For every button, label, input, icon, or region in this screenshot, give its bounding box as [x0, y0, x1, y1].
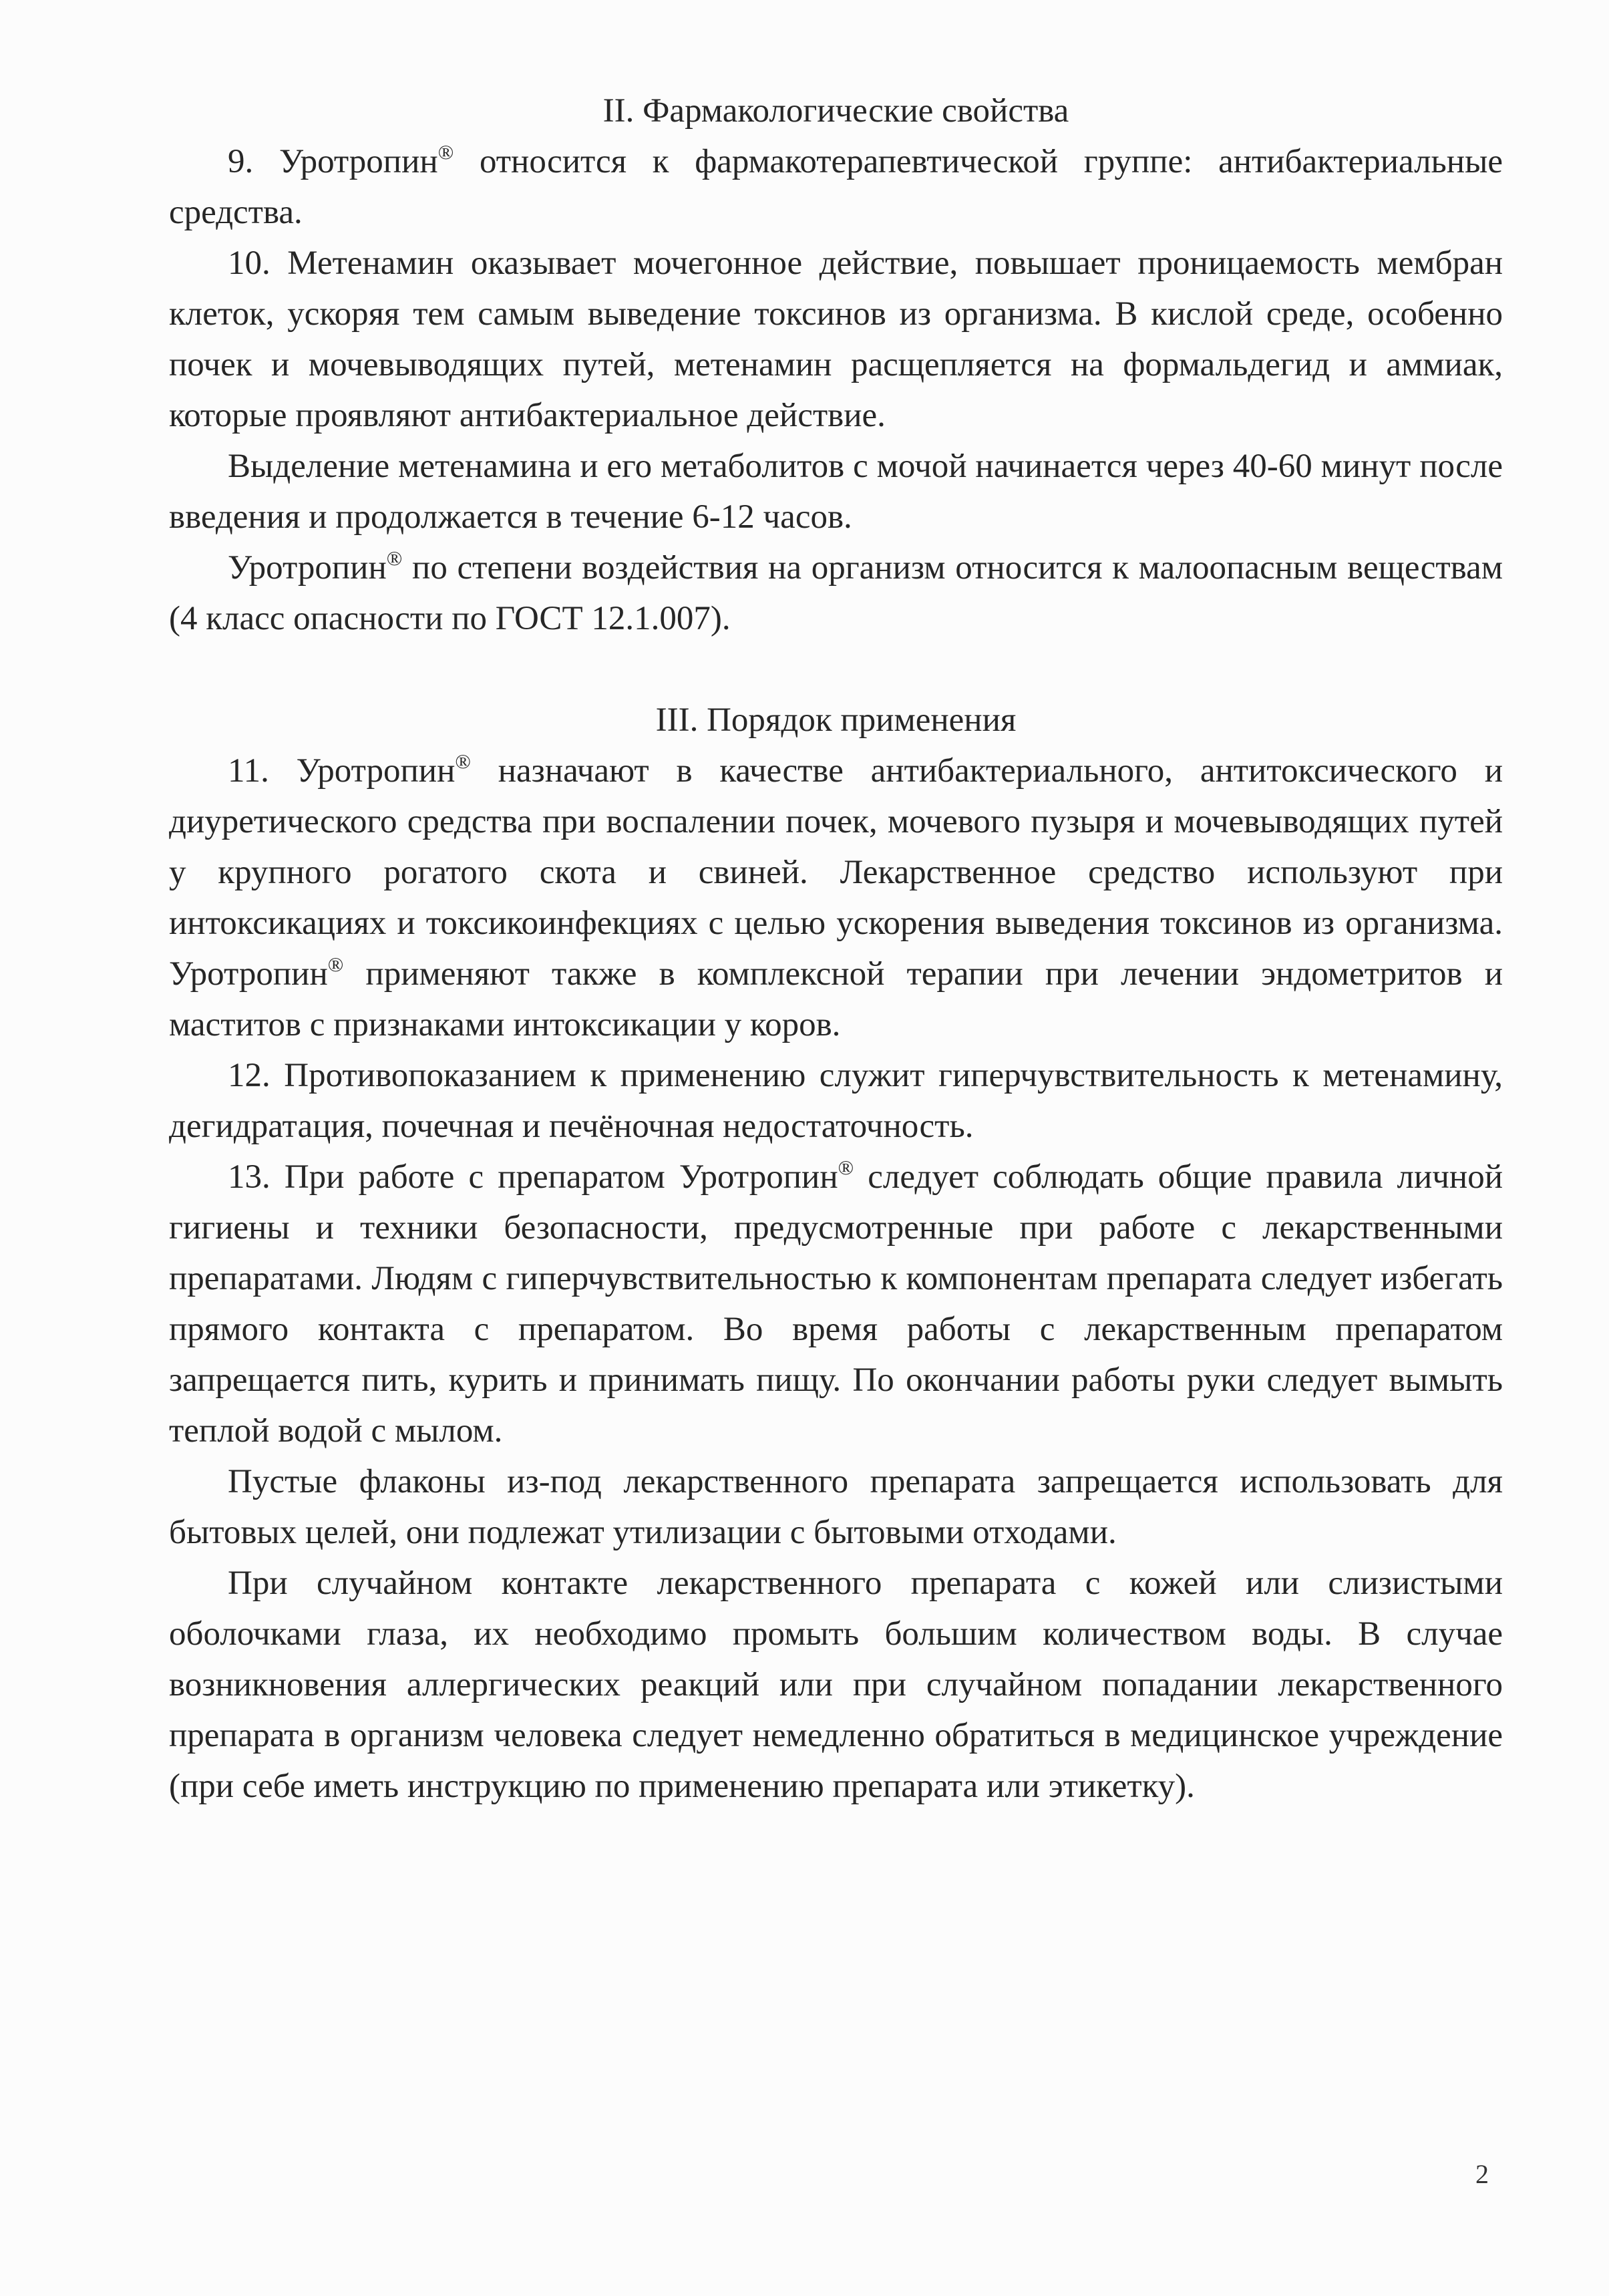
paragraph-empty-vials: Пустые флаконы из-под лекарственного препарата запрещается использовать для бытовых целей, они подлежат утилизации с бытовыми отходами. [169, 1463, 1503, 1551]
paragraph-hazard-text-a: Уротропин [228, 549, 387, 587]
paragraph-13 [169, 1152, 1503, 1456]
paragraph-accidental-contact: При случайном контакте лекарственного препарата с кожей или слизистыми оболочками глаза, их необходимо промыть большим количеством воды. В случае возникновения аллергических реакций или при случайном попадании лекарственного препарата в организм человека следует немедленно обратиться в медицинское учреждение (при себе иметь инструкцию по применению препарата или этикетку). [169, 1565, 1503, 1805]
paragraph-12: 12. Противопоказанием к применению служит гиперчувствительность к метенамину, дегидратация, почечная и печёночная недостаточность. [169, 1057, 1503, 1145]
section-2-heading: II. Фармакологические свойства [602, 92, 1069, 130]
paragraph-13-text-b: следует соблюдать общие правила личной гигиены и техники безопасности, предусмотренные при работе с лекарственными препаратами. Людям с гиперчувствительностью к компонентам препарата следует избегать прямого контакта с препаратом. Во время работы с лекарственным препаратом запрещается пить, курить и принимать пищу. По окончании работы руки следует вымыть теплой водой с мылом. [169, 1158, 1503, 1450]
registered-mark: ® [327, 953, 344, 976]
registered-mark: ® [386, 546, 403, 570]
paragraph-10-hazard-class [169, 542, 1503, 644]
paragraph-11-text-b: назначают в качестве антибактериального, антитоксического и диуретического средства при воспалении почек, мочевого пузыря и мочевыводящих путей у крупного рогатого скота и свиней. Лекарственное средство используют при интоксикациях и токсикоинфекциях с целью ускорения выведения токсинов из организма. Уротропин [169, 752, 1503, 993]
registered-mark: ® [437, 140, 454, 164]
paragraph-9-text-a: 9. Уротропин [228, 143, 438, 180]
section-3-heading: III. Порядок применения [655, 701, 1017, 739]
page-number: 2 [1475, 2159, 1489, 2189]
paragraph-11 [169, 746, 1503, 1050]
registered-mark: ® [455, 750, 471, 773]
paragraph-9-text-b: относится к фармакотерапевтической группе: антибактериальные средства. [169, 143, 1503, 231]
paragraph-9 [169, 136, 1503, 238]
paragraph-10: 10. Метенамин оказывает мочегонное действие, повышает проницаемость мембран клеток, ускоряя тем самым выведение токсинов из организма. В кислой среде, особенно почек и мочевыводящих путей, метенамин расщепляется на формальдегид и аммиак, которые проявляют антибактериальное действие. [169, 244, 1503, 434]
paragraph-11-text-a: 11. Уротропин [228, 752, 456, 790]
paragraph-10-excretion: Выделение метенамина и его метаболитов с мочой начинается через 40-60 минут после введения и продолжается в течение 6-12 часов. [169, 448, 1503, 536]
registered-mark: ® [838, 1156, 854, 1179]
paragraph-13-text-a: 13. При работе с препаратом Уротропин [228, 1158, 838, 1196]
paragraph-hazard-text-b: по степени воздействия на организм относится к малоопасным веществам (4 класс опасности по ГОСТ 12.1.007). [169, 549, 1503, 637]
document-body [169, 86, 1503, 1812]
paragraph-11-text-c: применяют также в комплексной терапии при лечении эндометритов и маститов с признаками интоксикации у коров. [169, 955, 1503, 1043]
